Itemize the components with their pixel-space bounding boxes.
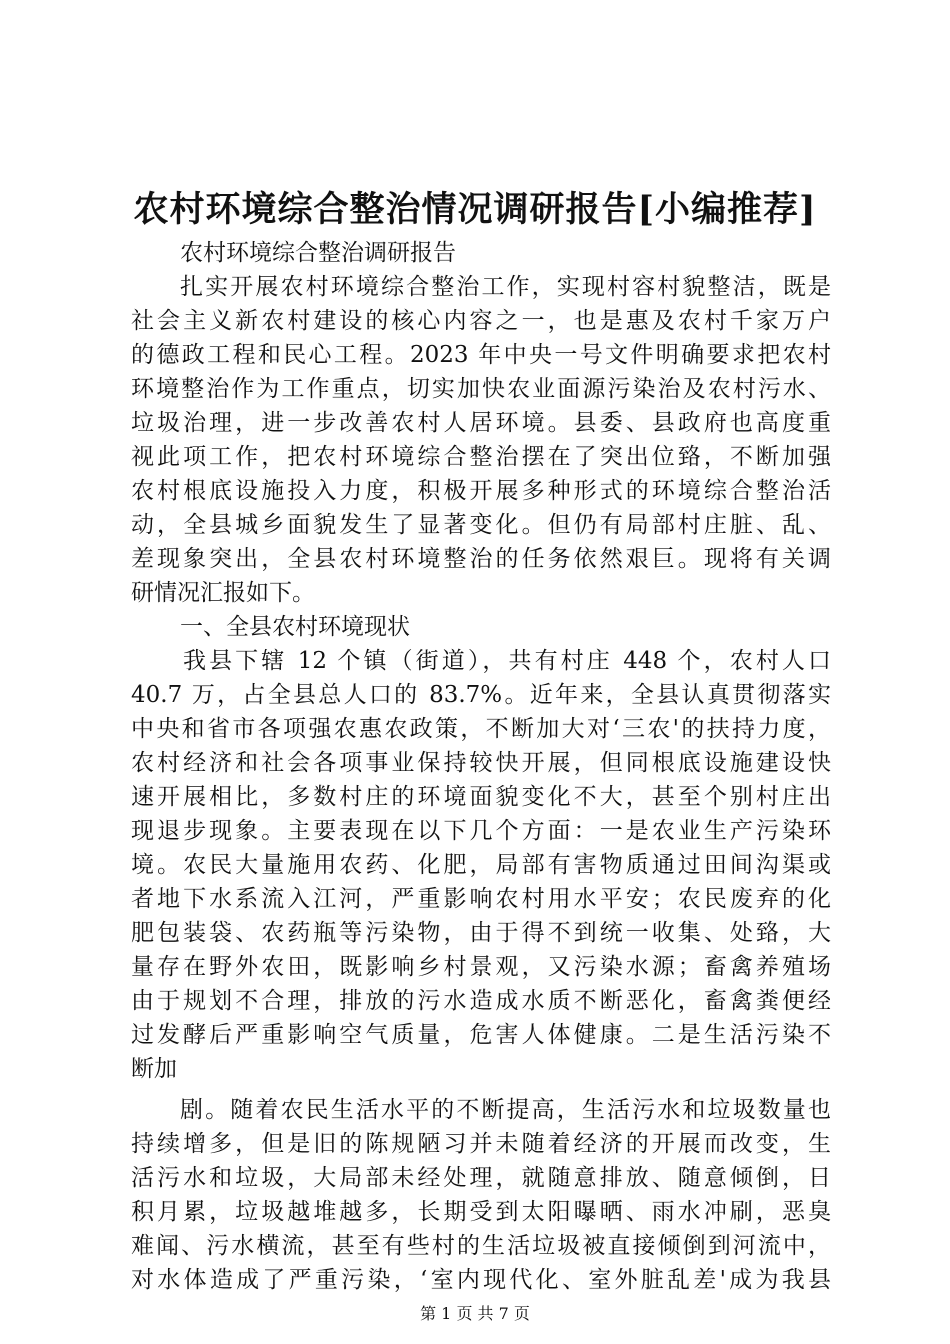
doc-line: 境。农民大量施用农药、化肥，局部有害物质通过田间沟渠或 [131, 852, 831, 878]
doc-subtitle: 农村环境综合整治调研报告 [180, 240, 456, 266]
doc-line: 视此项工作，把农村环境综合整治摆在了突出位臵，不断加强 [131, 444, 831, 470]
doc-line: 过发酵后严重影响空气质量，危害人体健康。二是生活污染不 [131, 1022, 831, 1048]
doc-line: 对水体造成了严重污染，‘室内现代化、室外脏乱差'成为我县 [131, 1267, 831, 1293]
doc-line: 的德政工程和民心工程。2023 年中央一号文件明确要求把农村 [131, 342, 831, 368]
doc-line: 量存在野外农田，既影响乡村景观，又污染水源；畜禽养殖场 [131, 954, 831, 980]
doc-line: 社会主义新农村建设的核心内容之一，也是惠及农村千家万户 [131, 308, 831, 334]
doc-line: 农村经济和社会各项事业保持较快开展，但同根底设施建设快 [131, 750, 831, 776]
doc-line: 我县下辖 12 个镇（街道），共有村庄 448 个，农村人口 [183, 648, 831, 674]
doc-line: 持续增多，但是旧的陈规陋习并未随着经济的开展而改变，生 [131, 1131, 831, 1157]
doc-line: 现退步现象。主要表现在以下几个方面：一是农业生产污染环 [131, 818, 831, 844]
doc-line: 肥包装袋、农药瓶等污染物，由于得不到统一收集、处臵，大 [131, 920, 831, 946]
doc-line: 环境整治作为工作重点，切实加快农业面源污染治及农村污水、 [131, 376, 831, 402]
doc-line: 40.7 万，占全县总人口的 83.7%。近年来，全县认真贯彻落实 [131, 682, 831, 708]
section-heading: 一、全县农村环境现状 [180, 614, 410, 640]
doc-line: 难闻、污水横流，甚至有些村的生活垃圾被直接倾倒到河流中， [131, 1233, 831, 1259]
doc-line: 活污水和垃圾，大局部未经处理，就随意排放、随意倾倒，日 [131, 1165, 831, 1191]
doc-line: 扎实开展农村环境综合整治工作，实现村容村貌整洁，既是 [180, 274, 831, 300]
doc-line: 研情况汇报如下。 [131, 580, 315, 606]
doc-line: 断加 [131, 1056, 177, 1082]
doc-line: 者地下水系流入江河，严重影响农村用水平安；农民废弃的化 [131, 886, 831, 912]
doc-line: 农村根底设施投入力度，积极开展多种形式的环境综合整治活 [131, 478, 831, 504]
doc-line: 垃圾治理，进一步改善农村人居环境。县委、县政府也高度重 [131, 410, 831, 436]
doc-line: 中央和省市各项强农惠农政策，不断加大对‘三农'的扶持力度， [131, 716, 831, 742]
doc-line: 剧。随着农民生活水平的不断提高，生活污水和垃圾数量也 [180, 1097, 831, 1123]
page-footer: 第 1 页 共 7 页 [420, 1304, 530, 1323]
doc-line: 由于规划不合理，排放的污水造成水质不断恶化，畜禽粪便经 [131, 988, 831, 1014]
document-title: 农村环境综合整治情况调研报告[小编推荐] [133, 189, 817, 230]
doc-line: 动，全县城乡面貌发生了显著变化。但仍有局部村庄脏、乱、 [131, 512, 831, 538]
doc-line: 差现象突出，全县农村环境整治的任务依然艰巨。现将有关调 [131, 546, 831, 572]
doc-line: 速开展相比，多数村庄的环境面貌变化不大，甚至个别村庄出 [131, 784, 831, 810]
doc-line: 积月累，垃圾越堆越多，长期受到太阳曝晒、雨水冲刷，恶臭 [131, 1199, 831, 1225]
